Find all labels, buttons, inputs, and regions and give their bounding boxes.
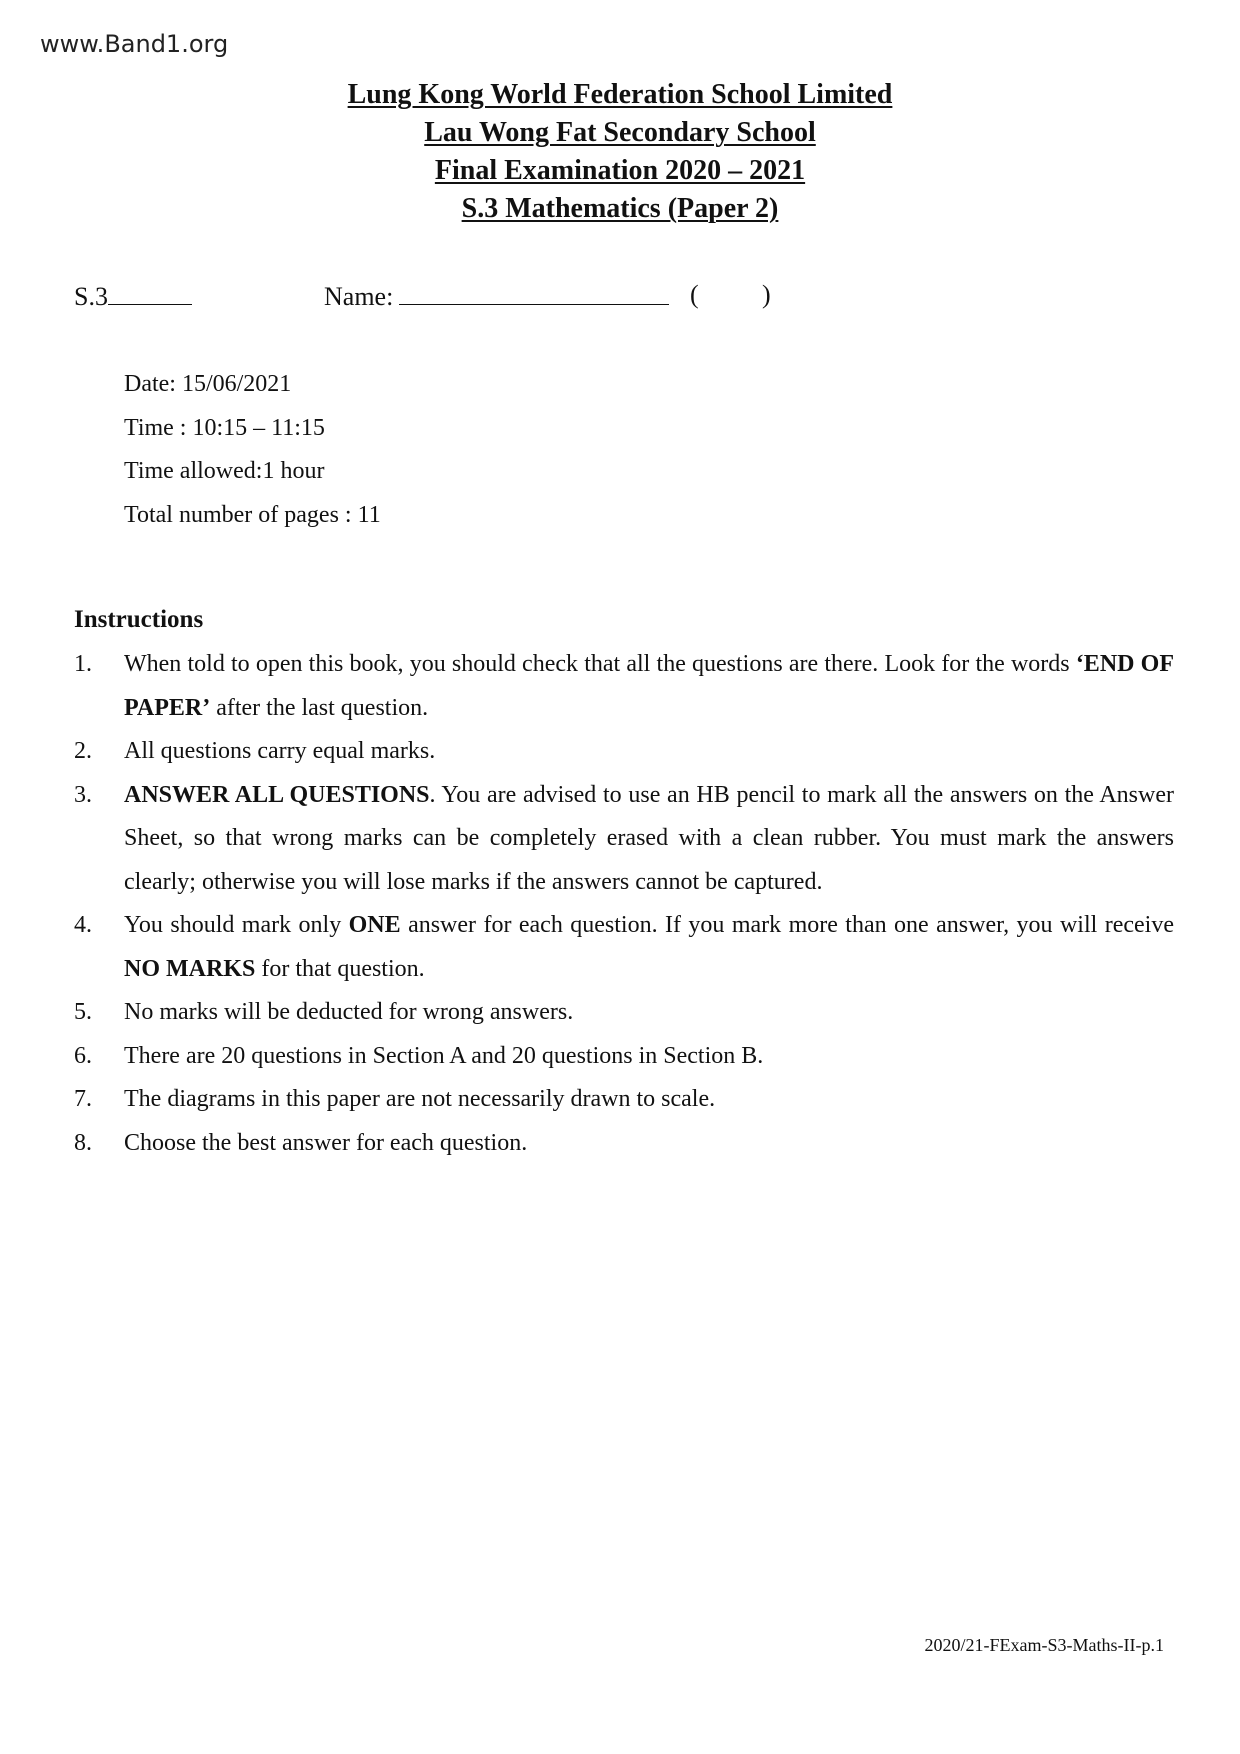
instructions-section [74,603,1174,1165]
instruction-item [74,1035,1174,1079]
instruction-text: after the last question. [210,694,429,721]
class-number-close-paren: ) [762,280,771,309]
paper-title: S.3 Mathematics (Paper 2) [461,193,779,224]
name-field [324,280,669,312]
class-number-open-paren: ( [690,280,699,309]
instruction-text: answer for each question. If you mark more than one answer, you will receive [400,912,1175,938]
instruction-number: 4. [74,912,92,938]
instruction-text: No marks will be deducted for wrong answers. [124,999,574,1025]
instruction-item [74,1078,1174,1122]
instruction-emphasis: ANSWER ALL QUESTIONS [124,781,430,808]
exam-title: Final Examination 2020 – 2021 [434,155,806,186]
instruction-number: 2. [74,738,92,764]
instruction-number: 1. [74,651,92,677]
exam-time: Time : 10:15 – 11:15 [124,414,325,441]
instruction-item [74,1122,1174,1166]
instruction-number: 8. [74,1129,92,1156]
instructions-title: Instructions [74,606,204,633]
class-label: S.3 [74,282,108,311]
page-footer-code: 2020/21-FExam-S3-Maths-II-p.1 [924,1635,1164,1655]
school-group-name: Lung Kong World Federation School Limited [347,79,893,110]
school-name: Lau Wong Fat Secondary School [424,117,816,148]
instruction-number: 3. [74,781,92,808]
instruction-number: 6. [74,1042,92,1069]
student-details-row [74,280,834,316]
instruction-item [74,991,1174,1035]
name-blank[interactable] [399,280,669,305]
document-header [0,76,1240,228]
instruction-text: All questions carry equal marks. [124,738,436,764]
instruction-item [74,774,1174,905]
instruction-emphasis: ‘END OF PAPER’ [124,651,1174,721]
instruction-text: You should mark only [124,912,349,938]
time-allowed: Time allowed:1 hour [124,458,325,484]
watermark: www.Band1.org [40,30,229,58]
exam-date: Date: 15/06/2021 [124,371,292,397]
instruction-text: There are 20 questions in Section A and 20 questions in Section B. [124,1042,764,1069]
instruction-text: The diagrams in this paper are not necessarily drawn to scale. [124,1086,716,1112]
instruction-emphasis: ONE [348,912,401,938]
instruction-item [74,643,1174,730]
instruction-text: Choose the best answer for each question. [124,1129,528,1156]
instruction-number: 5. [74,999,92,1025]
instruction-emphasis: NO MARKS [124,955,256,982]
instruction-item [74,904,1174,991]
instruction-text: When told to open this book, you should check that all the questions are there. Look for the words [124,651,1076,677]
instruction-item [74,730,1174,774]
instruction-text: for that question. [255,955,425,982]
instruction-text: . You are advised to use an HB pencil to mark all the answers on the Answer Sheet, so that wrong marks can be completely erased with a clean rubber. You must mark the answers clearly; otherwise you will lose marks if the answers cannot be captured. [124,781,1174,895]
class-blank[interactable] [108,280,192,305]
name-label: Name: [324,282,394,311]
exam-info [124,363,381,537]
instruction-number: 7. [74,1086,92,1112]
total-pages: Total number of pages : 11 [124,501,381,528]
class-field [74,280,192,312]
instructions-list [74,643,1174,1165]
